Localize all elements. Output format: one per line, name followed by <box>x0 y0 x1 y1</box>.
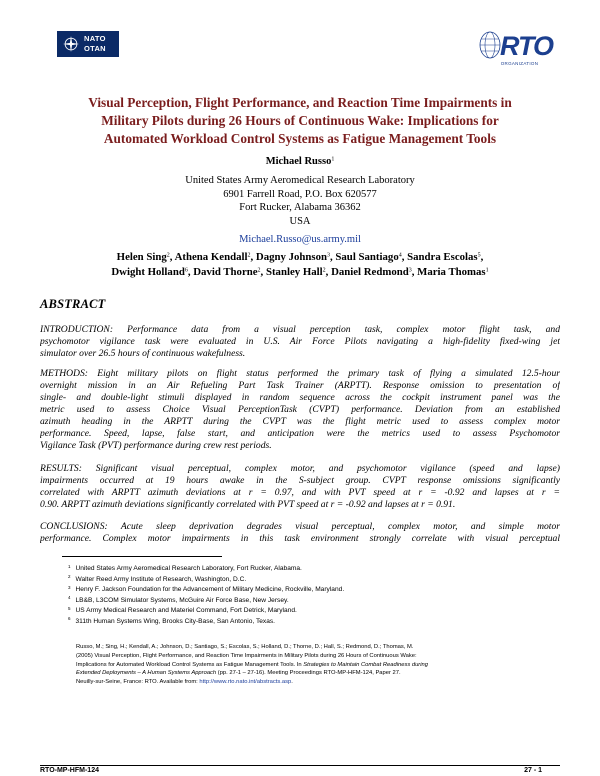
text-line: single- and double-light stimuli displayed in random sequence across the cockpit instrument panel was the <box>40 392 560 403</box>
coauthor: Helen Sing <box>116 251 167 263</box>
footer-page-number: 27 - 1 <box>524 767 542 774</box>
rto-organization-text: ORGANIZATION <box>500 61 539 66</box>
primary-author <box>100 155 500 169</box>
otan-text: OTAN <box>84 44 106 53</box>
citation-line: Neuilly-sur-Seine, France: RTO. Available from: http://www.rto.nato.int/abstracts.asp. <box>76 679 293 686</box>
citation-line: Implications for Automated Workload Control Systems as Fatigue Management Tools. In Strategies to Maintain Combat Readiness during <box>76 661 428 668</box>
footnote: $^5$ US Army Medical Research and Materiel Command, Fort Detrick, Maryland. <box>68 605 297 615</box>
coauthor: Dwight Holland <box>111 266 185 278</box>
text-line: performance. Speed, lapse, false start, and anticipation were the metrics used to assess Psychomotor <box>40 428 560 439</box>
nato-otan-logo <box>57 31 119 57</box>
affiliation-line: 6901 Farrell Road, P.O. Box 620577 <box>223 188 377 200</box>
paper-title <box>40 94 560 148</box>
footnote: $^1$ United States Army Aeromedical Research Laboratory, Fort Rucker, Alabama. <box>68 563 302 572</box>
abstract-methods <box>40 368 560 452</box>
footnote: $^6$ 311th Human Systems Wing, Brooks City-Base, San Antonio, Texas. <box>68 616 276 625</box>
affiliation-line: United States Army Aeromedical Research Laboratory <box>185 175 415 186</box>
abstract-introduction <box>40 324 560 360</box>
coauthor: Maria Thomas <box>417 266 486 278</box>
footer-divider <box>40 765 560 766</box>
text-line: 0.90. ARPTT azimuth deviations significantly correlated with PVT speed at r = -0.92 and lapses at r = 0.91. <box>40 499 456 510</box>
coauthor: Dagny Johnson <box>255 251 327 263</box>
coauthor: Saul Santiago <box>335 251 399 263</box>
text-line: CONCLUSIONS: Acute sleep deprivation degrades visual perceptual, complex motor, and simple motor <box>40 521 560 532</box>
text-line: overnight mission in an Air Refueling Part Task Trainer (ARPTT). Response omission to presentation of <box>40 380 560 391</box>
footnote: $^3$ Henry F. Jackson Foundation for the Advancement of Military Medicine, Rockville, Maryland. <box>68 584 345 594</box>
footer-doc-id: RTO-MP-HFM-124 <box>40 767 99 774</box>
author-sup: 1 <box>331 156 335 163</box>
affiliation-line: Fort Rucker, Alabama 36362 <box>239 202 361 213</box>
title-line: Military Pilots during 26 Hours of Continuous Wake: Implications for <box>101 113 499 128</box>
text-line: azimuth heading in the ARPTT during the CVPT was the flight metric used to assess complex motor <box>40 416 560 427</box>
citation-line: Extended Deployments – A Human Systems Approach (pp. 27-1 – 27-16). Meeting Proceedings RTO-MP-HFM-124, Paper 27. <box>76 670 401 677</box>
footnote-divider <box>62 556 222 557</box>
coauthor: Stanley Hall <box>265 266 323 278</box>
rto-logo <box>478 28 554 70</box>
nato-compass-star-icon <box>62 35 80 53</box>
coauthor: Athena Kendall <box>174 251 248 263</box>
coauthor: David Thorne <box>193 266 258 278</box>
title-line: Visual Perception, Flight Performance, and Reaction Time Impairments in <box>88 95 512 110</box>
coauthor: Sandra Escolas <box>407 251 478 263</box>
coauthor-line: Dwight Holland$^6$, David Thorne$^2$, Stanley Hall$^2$, Daniel Redmond$^3$, Maria Thomas$^1$ <box>111 266 489 278</box>
nato-text: NATO <box>84 34 106 43</box>
title-line: Automated Workload Control Systems as Fatigue Management Tools <box>103 131 497 146</box>
footnote: $^4$ LB&B, L3COM Simulator Systems, McGuire Air Force Base, New Jersey. <box>68 595 289 604</box>
citation-line: Russo, M.; Sing, H.; Kendall, A.; Johnson, D.; Santiago, S.; Escolas, S.; Holland, D.; Thorne, D.; Hall, S.; Redmond, D.; Thomas, M. <box>76 644 414 650</box>
text-line: performance. Complex motor impairments in this task environment strongly correlate with visual perceptual <box>40 533 560 544</box>
abstract-heading: ABSTRACT <box>40 297 106 311</box>
coauthor: Daniel Redmond <box>331 266 409 278</box>
primary-author-name: Michael Russo <box>265 156 332 167</box>
citation-line: (2005) Visual Perception, Flight Performance, and Reaction Time Impairments in Military Pilots during 26 Hours of Continuous Wake: <box>76 652 417 659</box>
text-line: RESULTS: Significant visual perceptual, complex motor, and psychomotor vigilance (speed and lapse) <box>40 463 560 474</box>
coauthor-list <box>40 250 560 280</box>
rto-letters: RTO <box>500 31 554 61</box>
text-line: Vigilance Task (PVT) performance during crew rest periods. <box>40 440 272 451</box>
abstract-conclusions <box>40 521 560 545</box>
footnotes <box>68 564 548 628</box>
coauthor-line: Helen Sing$^2$, Athena Kendall$^2$, Dagny Johnson$^3$, Saul Santiago$^4$, Sandra Escolas$^5$, <box>116 251 484 263</box>
text-line: correlated with ARPTT azimuth deviations at r = 0.97, and with PVT speed at r = -0.92 and lapses at r = <box>40 487 560 498</box>
text-line: METHODS: Eight military pilots on flight status performed the primary task of flying a simulated 12.5-hour <box>40 368 560 379</box>
abstract-results <box>40 463 560 511</box>
globe-icon <box>478 30 502 60</box>
text-line: metric used to assess Choice Visual PerceptionTask (CVPT) performance. Deviation from an established <box>40 404 560 415</box>
text-line: simulator over 26.5 hours of continuous wakefulness. <box>40 348 246 359</box>
text-line: impairments occurred at 19 hours awake in the S-subject group. CVPT response omissions significantly <box>40 475 560 486</box>
author-email-link[interactable]: Michael.Russo@us.army.mil <box>239 234 361 245</box>
citation-block <box>76 643 546 687</box>
footnote: $^2$ Walter Reed Army Institute of Research, Washington, D.C. <box>68 574 247 583</box>
text-line: psychomotor vigilance task were evaluated in U.S. Air Force Pilots navigating a high-fidelity fixed-wing jet <box>40 336 560 347</box>
text-line: INTRODUCTION: Performance data from a visual perception task, complex motor flight task, and <box>40 324 560 335</box>
abstracts-url-link[interactable]: http://www.rto.nato.int/abstracts.asp <box>199 679 292 686</box>
affiliation-line: USA <box>289 215 311 227</box>
nato-otan-label <box>84 34 118 54</box>
